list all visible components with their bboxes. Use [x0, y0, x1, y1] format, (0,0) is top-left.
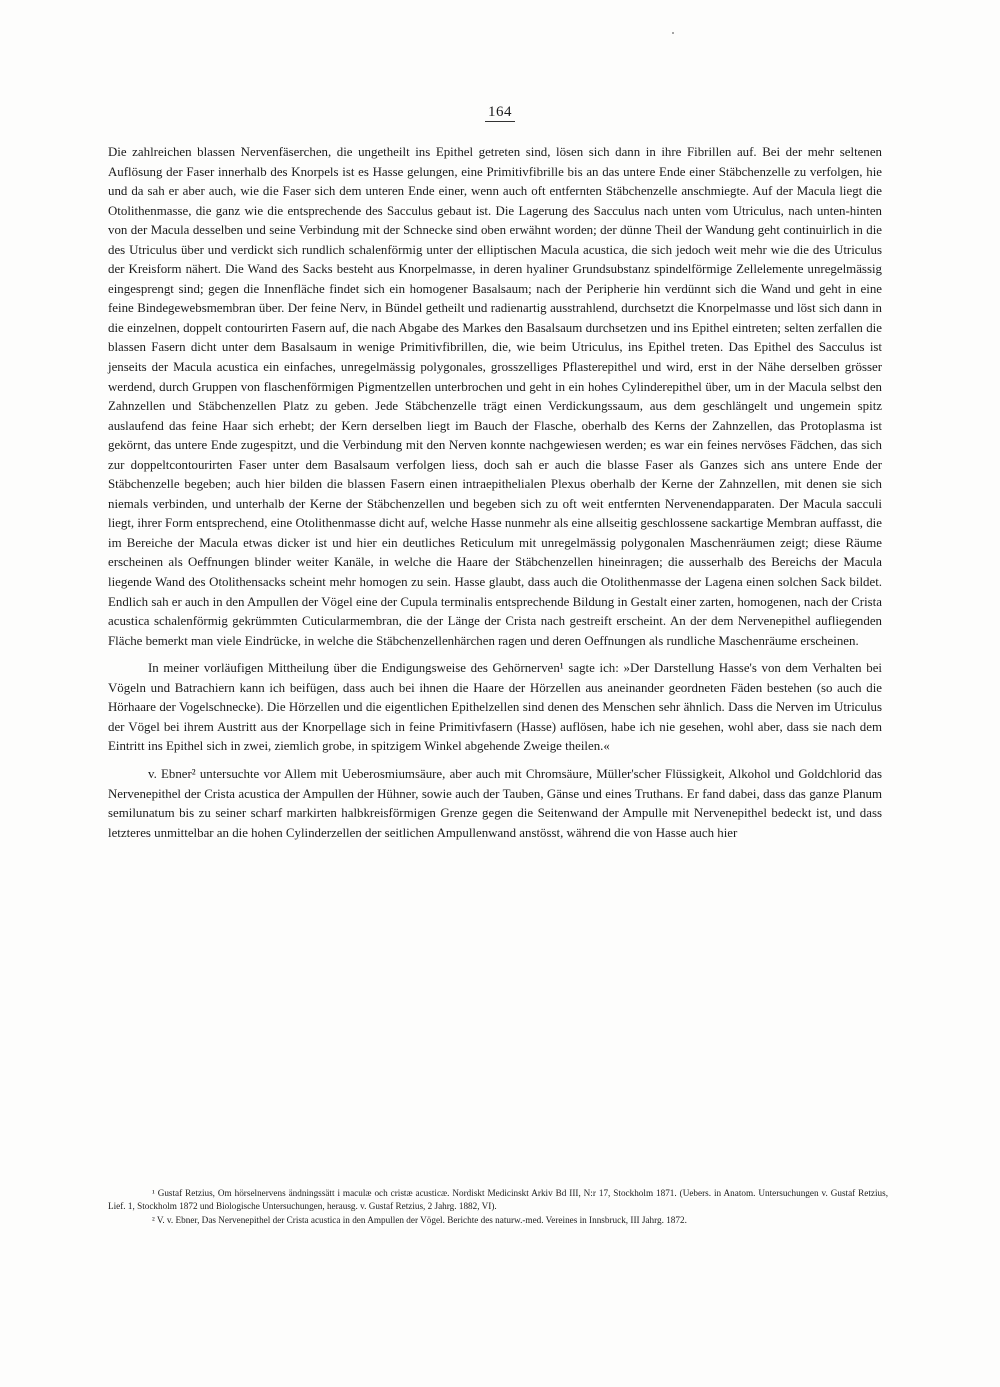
page-number: 164	[0, 104, 1000, 121]
footnote-2: ² V. v. Ebner, Das Nervenepithel der Crista acustica in den Ampullen der Vögel. Berichte des naturw.-med. Vereines in Innsbruck, III Jahrg. 1872.	[152, 1215, 687, 1226]
paragraph-1: Die zahlreichen blassen Nervenfäserchen, die ungetheilt ins Epithel getreten sind, lösen sich dann in ihre Fibrillen auf. Bei der mehr seltenen Auflösung der Faser innerhalb des Knorpels ist es Hasse gelungen, eine Primitivfibrille bis an das untere Ende einer Stäbchenzelle zu verfolgen, hie und da sah er aber auch, wie die Faser sich dem unteren Ende einer, wenn auch oft entfernten Stäbchenzelle anschmiegte. Auf der Macula liegt die Otolithenmasse, die ganz wie die entsprechende des Sacculus gebaut ist. Die Lagerung des Sacculus nach unten vom Utriculus, nach unten-hinten von der Macula desselben und seine Verbindung mit der Schnecke sind oben erwähnt worden; der dünne Theil der Wandung geht continuirlich in die des Utriculus über und verdickt sich rundlich schalenförmig unter der elliptischen Macula acustica, die sich jedoch weit mehr wie die des Utriculus der Kreisform nähert. Die Wand des Sacks besteht aus Knorpelmasse, in deren hyaliner Grundsubstanz spindelförmige Zellelemente unregelmässig eingesprengt sind; gegen die Innenfläche findet sich ein homogener Basalsaum; nach der Peripherie hin verdünnt sich die Wand und geht in eine feine Bindegewebsmembran über. Der feine Nerv, in Bündel getheilt und radienartig ausstrahlend, durchsetzt die Knorpelmasse und löst sich dann in die einzelnen, doppelt contourirten Fasern auf, die nach Abgabe des Markes den Basalsaum durchsetzen und ins Epithel eintreten; selten zerfallen die blassen Fasern dicht unter dem Basalsaum in wenige Primitivfibrillen, die, wie beim Utriculus, ins Epithel treten. Das Epithel des Sacculus ist jenseits der Macula acustica ein einfaches, unregelmässig polygonales, grosszelliges Pflasterepithel und wird, erst in der Nähe derselben grösser werdend, durch Gruppen von flaschenförmigen Pigmentzellen unterbrochen und geht in ein hohes Cylinderepithel über, um in der Macula selbst den Zahnzellen und Stäbchenzellen Platz zu geben. Jede Stäbchenzelle trägt einen Verdickungssaum, aus dem geschlängelt und ungemein spitz auslaufend das feine Haar sich erhebt; der Kern derselben liegt im Bauch der Flasche, oberhalb des Kerns der Zahnzellen, das Protoplasma ist gekörnt, das untere Ende zugespitzt, und die Verbindung mit den Nerven konnte nachgewiesen werden; es war ein feines nervöses Fädchen, das sich zur doppeltcontourirten Faser unter dem Basalsaum verfolgen liess, doch sah er auch die blasse Faser als Ganzes sich ans untere Ende der Stäbchenzelle begeben; auch hier bilden die blassen Fasern einen intraepithelialen Plexus oberhalb der Kerne der Zahnzellen, mit denen sie sich niemals verbinden, und unterhalb der Kerne der Stäbchenzellen und begeben sich zu oft weit entfernten Nervenendapparaten. Der Macula sacculi liegt, ihrer Form entsprechend, eine Otolithenmasse dicht auf, welche Hasse nunmehr als eine allseitig geschlossene sackartige Membran auffasst, die im Bereiche der Macula etwas dicker ist und hier ein deutliches Reticulum mit unregelmässig polygonalen Maschenräumen zeigt; diese Räume erscheinen als Oeffnungen blinder weiter Kanäle, in welche die Haare der Stäbchenzellen hineinragen; die ausserhalb des Bereichs der Macula liegende Wand des Otolithensacks scheint mehr homogen zu sein. Hasse glaubt, dass auch die Otolithenmasse der Lagena einen solchen Sack bildet. Endlich sah er auch in den Ampullen der Vögel eine der Cupula terminalis entsprechende Bildung in Gestalt einer zarten, homogenen, nach der Crista acustica schalenförmig gekrümmten Cuticularmembran, die der Länge der Crista nach gestreift erscheint. An der dem Nervenepithel aufliegenden Fläche bemerkt man viele Eindrücke, in welche die Stäbchenzellenhärchen ragen und deren Oeffnungen als rundliche Maschenräume erscheinen.	[108, 145, 882, 648]
paragraph-2: In meiner vorläufigen Mittheilung über die Endigungsweise des Gehörnerven¹ sagte ich: »Der Darstellung Hasse's von dem Verhalten bei Vögeln und Batrachiern kann ich beifügen, dass auch bei ihnen die Haare der Hörzellen aus aneinander geordneten Fäden bestehen (so auch die Hörhaare der Vogelschnecke). Die Hörzellen und die eigentlichen Epithelzellen sind denen des Menschen sehr ähnlich. Dass die Nerven im Utriculus der Vögel bei ihrem Austritt aus der Knorpellage sich in feine Primitivfasern (Hasse) auflösen, habe ich nie gesehen, wohl aber, dass sie nach dem Eintritt ins Epithel sich in zwei, ziemlich grobe, in spitzigem Winkel abgehende Zweige theilen.«	[108, 661, 882, 754]
footnotes	[108, 1187, 888, 1229]
body-text	[108, 143, 882, 843]
scan-speck	[672, 32, 674, 34]
footnote-1: ¹ Gustaf Retzius, Om hörselnervens ändningssätt i maculæ och cristæ acusticæ. Nordiskt Medicinskt Arkiv Bd III, N:r 17, Stockholm 1871. (Uebers. in Anatom. Untersuchungen v. Gustaf Retzius, Lief. 1, Stockholm 1872 und Biologische Untersuchungen, herausg. v. Gustaf Retzius, 2 Jahrg. 1882, VI).	[108, 1188, 888, 1211]
paragraph-3: v. Ebner² untersuchte vor Allem mit Ueberosmiumsäure, aber auch mit Chromsäure, Müller'scher Flüssigkeit, Alkohol und Goldchlorid das Nervenepithel der Crista acustica der Ampullen der Hühner, sowie auch der Tauben, Gänse und eines Truthans. Er fand dabei, dass das ganze Planum semilunatum bis zu seiner scharf markirten halbkreisförmigen Grenze gegen die Seitenwand der Ampulle mit Nervenepithel bedeckt ist, und dass letzteres unmittelbar an die hohen Cylinderzellen der seitlichen Ampullenwand anstösst, während die von Hasse auch hier	[108, 766, 882, 840]
